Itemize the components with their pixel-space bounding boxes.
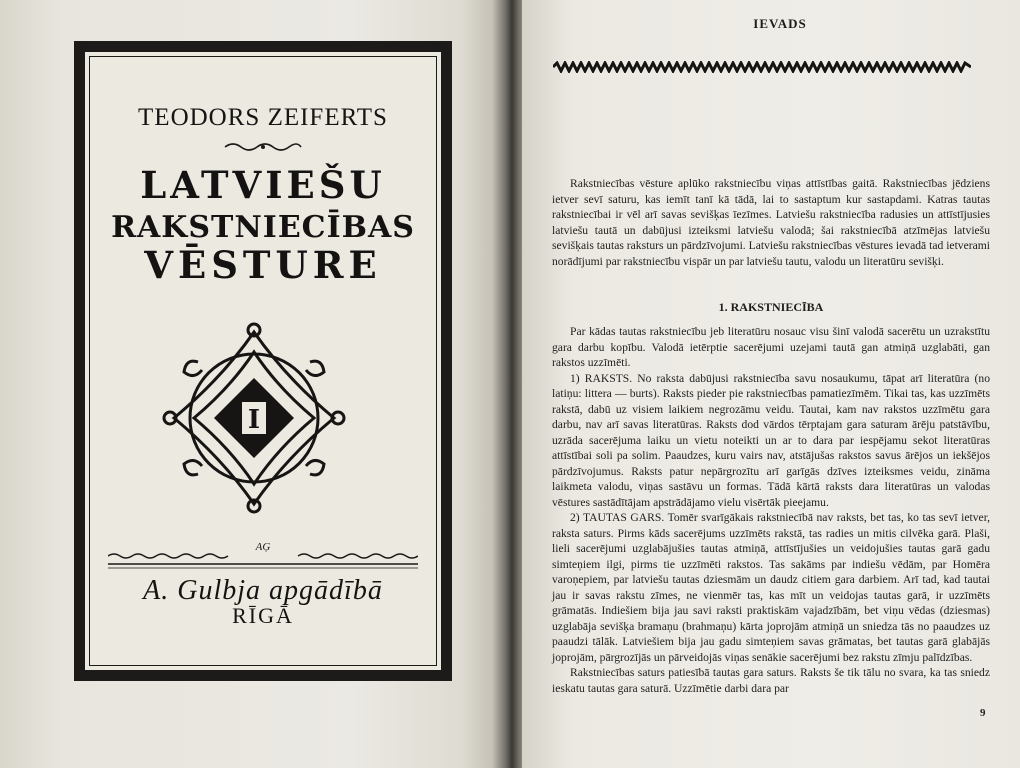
paragraph: Rakstniecības saturs patiesībā tautas gara saturs. Raksts še tik tālu no svara, ka tas sniedz ieskatu tautas gara saturā. Uzzīmētie darbi dara par [552,666,990,695]
section-heading: 1. RAKSTNIECĪBA [718,300,824,314]
publisher-monogram: AĢ [255,541,271,553]
zigzag-rule-icon [553,61,971,73]
paragraph: 1) RAKSTS. No raksta dabūjusi rakstniecība savu nosaukumu, tāpat arī literatūra (no latiņu: littera — burts). Raksts pieder pie rakstniecības pamatiezīmēm. Tikai tas, kas uzzīmēts rakstā, dabū uz visiem laikiem negrozāmu veidu. Tautai, kam nav rakstos uzzīmētu gara darbu, nav arī savas literatūras. Raksts dod vārdos tērptajam gara saturam ārēju patstāvību, uzrāda sacerējuma laiku un vietu noteikti un ar to dara par iespējamu sekot literatūras attīstībai soli pa solim. Paaudzes, kuru vairs nav, atstājušas rakstos savus ārējos un iekšējos pārdzīvojumus. Raksts patur nepārgrozītu arī garīgās dzīves izteiksmes veidu, zināma laikmeta valodu, viņas sastāvu un formas. Tādā kārtā raksts dara literatūras un valodas vēstures sastādītājam apstrādājamo vielu visērtāk pieejamu. [552,371,990,509]
emblem-letter: I [247,405,261,435]
book-title-line-2: RAKSTNIECĪBAS [111,210,415,245]
intro-paragraph [552,176,990,269]
paragraph: Par kādas tautas rakstniecību jeb literatūru nosauc visu šinī valodā sacerētu un uzrakstītu gara darbu kopību. Valodā ietērptie sacerējumi uzejami tautā gan atmiņā uzglabāti, gan rakstos uzzīmēti. [552,325,990,369]
section-body [552,324,990,696]
book-title-line-1: LATVIEŠU [140,163,386,207]
author-name: TEODORS ZEIFERTS [138,104,388,131]
book-title-line-3: VĒSTURE [144,243,382,287]
page-number: 9 [980,707,986,719]
publication-city: RĪGĀ [232,603,294,628]
swash-ornament-icon [223,141,303,153]
publisher-name: A. Gulbja apgādībā [143,575,383,606]
paragraph: 2) TAUTAS GARS. Tomēr svarīgākais rakstniecībā nav raksts, bet tas, ko tas sevī ietver, raksta saturs. Pirms kāds sacerējums uzzīmēts rakstā, tas radies un mitis cilvēka garā. Plaši, lieli sacerējumi uzglabājušies tautas atmiņā, attīstījušies un veidojušies tautas garā gadu simteņiem ilgi, pirms tie uzzīmēti rakstos. Tas sakāms par indiešu vēdām, par Homēra varoņepiem, par latviešu tautas dziesmām un daudz citiem gara darbiem. Arī tad, kad tautai jau ir savas rakstu zīmes, ne vienmēr tas, kas mīt un veidojas tautas garā, ir uzzīmēts grāmatās. Indiešiem bija jau savi raksti praktiskām vajadzībām, bet viņu vēdas (dziesmas) uzglabāja sevišķa bramaņu (brahmaņu) kārta joprojām atmiņā un sniedza tās no paaudzes uz paaudzi tālāk. Latviešiem bija jau gadu simteņiem savas grāmatas, bet tautas garā glabājās joprojām, pārgrozījās un pārveidojās viņas senākie sacerējumi bez rakstu zīmju palīdzības. [552,511,990,664]
ornamental-emblem-icon [158,318,350,518]
intro-text: Rakstniecības vēsture aplūko rakstniecību viņas attīstības gaitā. Rakstniecības jēdziens ietver sevī saturu, kas iemīt tanī kā tādā, lai to sastaptum kur sastapdami. Katras tautas rakstniecībai ir vēl arī savas sevišķas īezīmes. Latviešu rakstniecība radusies un attīstījusies latviešu tautā un dabūjusi izteiksmi latviešu valodā; šai rakstniecībā atzīmējas latviešu sevišķais tautas raksturs un pārdzīvojumi. Latviešu rakstniecības vēstures ievadā tad ietverami norādījumi par rakstniecību vispār un par latviešu tautu, valodu un literatūru sevišķi. [552,177,990,268]
running-head: IEVADS [753,16,807,31]
